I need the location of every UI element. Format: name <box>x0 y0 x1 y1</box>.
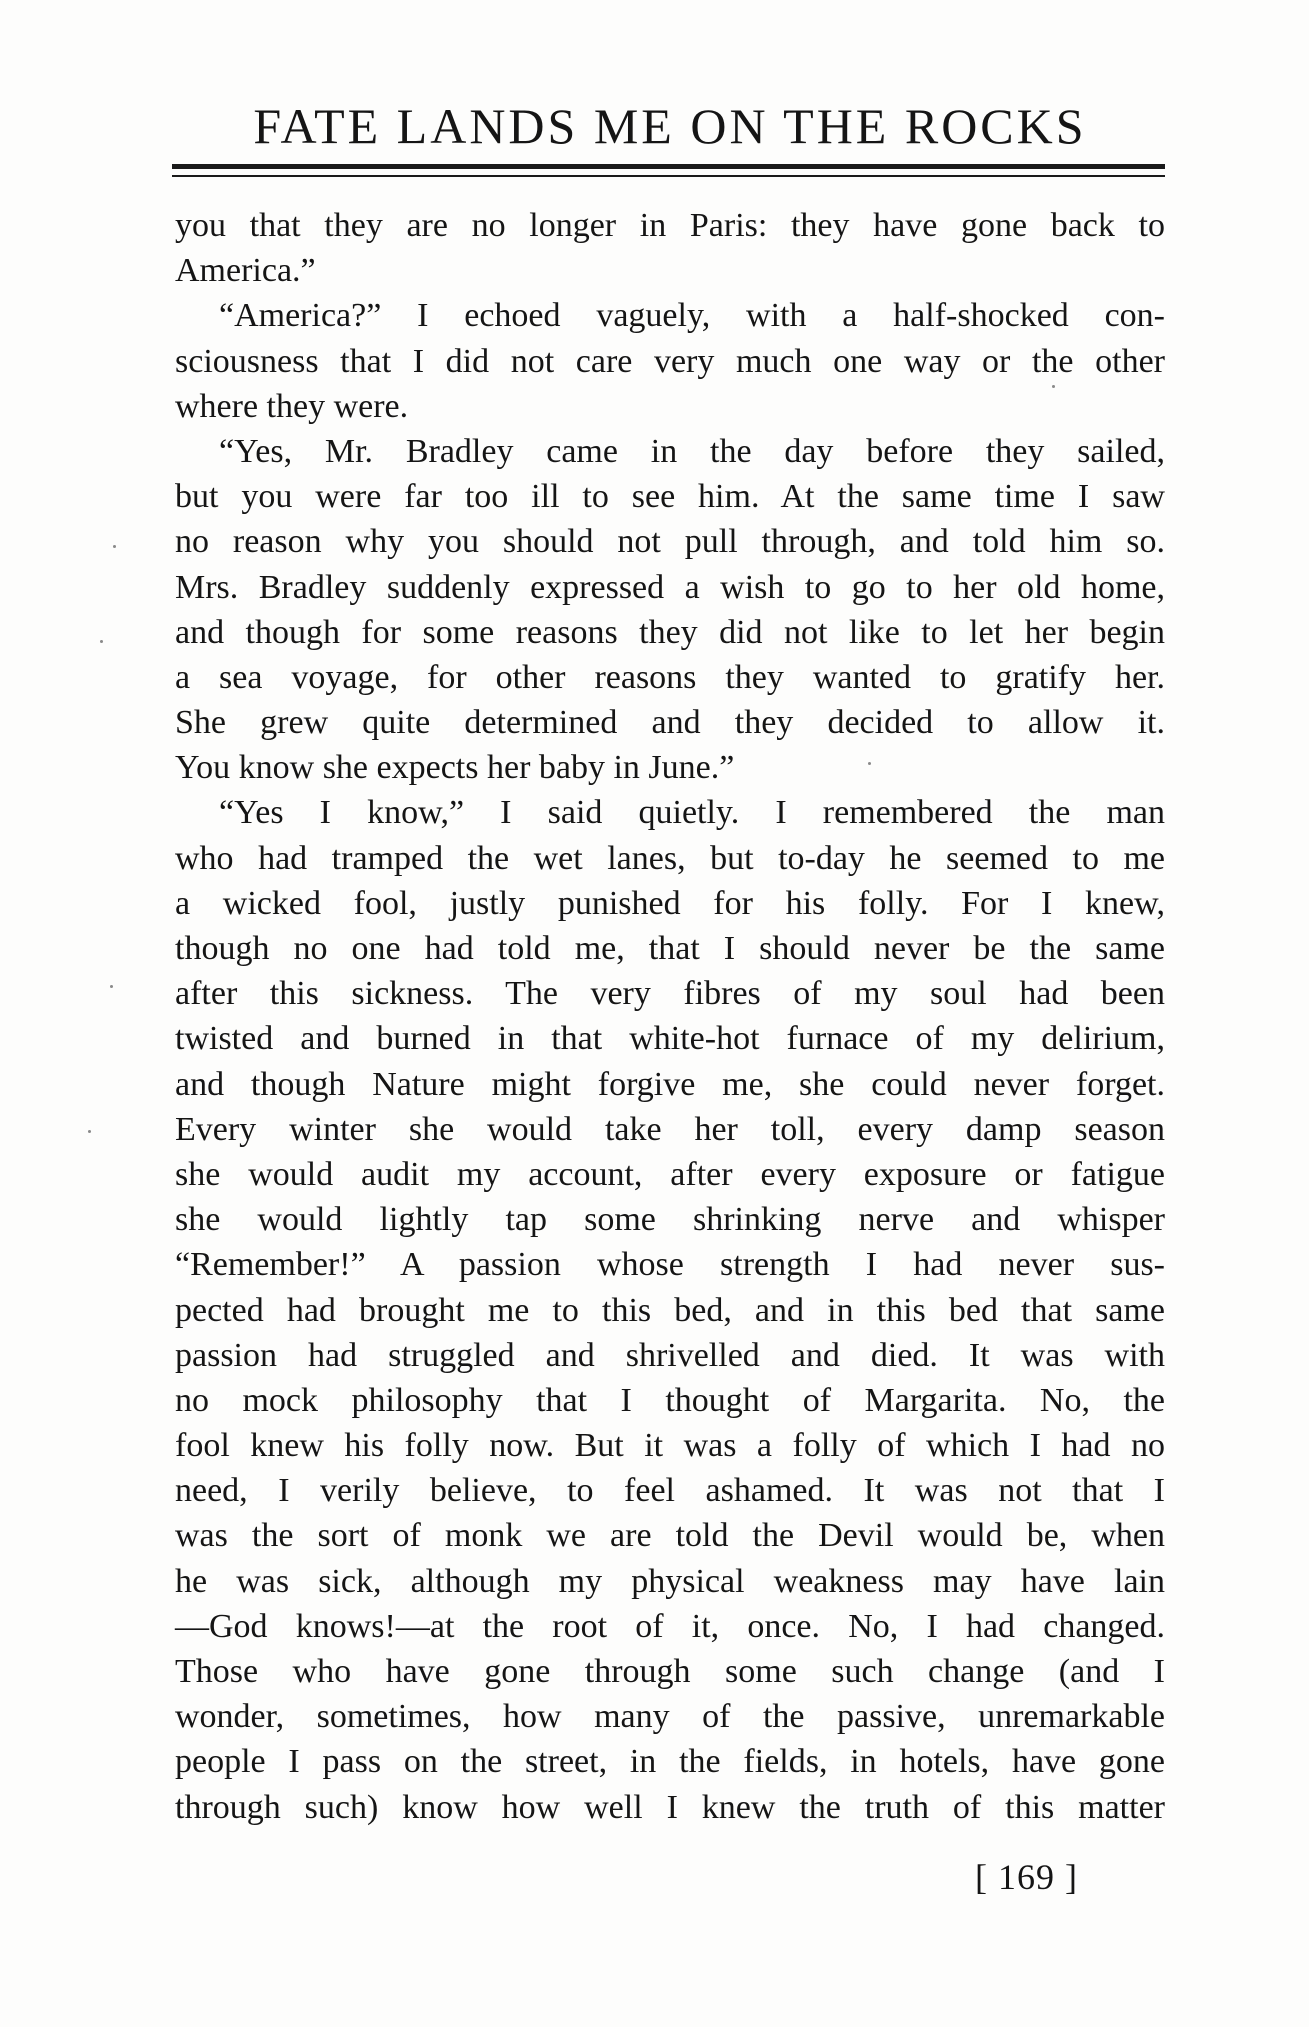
paper-speck <box>868 762 871 765</box>
header-rule-thin <box>172 175 1165 177</box>
text-line: Every winter she would take her toll, every damp season <box>175 1110 1165 1148</box>
text-line: passion had struggled and shrivelled and died. It was with <box>175 1336 1165 1374</box>
text-line: “America?” I echoed vaguely, with a half-shocked con- <box>219 297 1165 335</box>
text-line: “Yes I know,” I said quietly. I remembered the man <box>219 794 1165 832</box>
text-line: who had tramped the wet lanes, but to-day he seemed to me <box>175 839 1165 877</box>
text-line: pected had brought me to this bed, and in this bed that same <box>175 1291 1165 1329</box>
text-line: sciousness that I did not care very much one way or the other <box>175 342 1165 380</box>
body-text <box>175 203 1165 1830</box>
text-line: he was sick, although my physical weakness may have lain <box>175 1562 1165 1600</box>
paper-speck <box>1052 385 1055 388</box>
text-line: she would audit my account, after every exposure or fatigue <box>175 1155 1165 1193</box>
text-line: people I pass on the street, in the fields, in hotels, have gone <box>175 1743 1165 1781</box>
text-line: was the sort of monk we are told the Devil would be, when <box>175 1517 1165 1555</box>
text-line: —God knows!—at the root of it, once. No, I had changed. <box>175 1607 1165 1645</box>
header-rule-thick <box>172 164 1165 169</box>
paper-speck <box>100 640 103 643</box>
text-line: and though for some reasons they did not like to let her begin <box>175 613 1165 651</box>
text-line: and though Nature might forgive me, she could never forget. <box>175 1065 1165 1103</box>
running-head: FATE LANDS ME ON THE ROCKS <box>253 98 1087 154</box>
text-line: but you were far too ill to see him. At the same time I saw <box>175 478 1165 516</box>
page-number: [ 169 ] <box>975 1857 1078 1897</box>
text-line: need, I verily believe, to feel ashamed. It was not that I <box>175 1472 1165 1510</box>
paper-speck <box>110 985 113 988</box>
text-line: she would lightly tap some shrinking nerve and whisper <box>175 1201 1165 1239</box>
text-line: fool knew his folly now. But it was a folly of which I had no <box>175 1427 1165 1465</box>
text-line: no reason why you should not pull through, and told him so. <box>175 523 1165 561</box>
text-line: through such) know how well I knew the truth of this matter <box>175 1788 1165 1826</box>
text-line: where they were. <box>175 387 409 425</box>
text-line: a wicked fool, justly punished for his folly. For I knew, <box>175 884 1165 922</box>
text-line: She grew quite determined and they decided to allow it. <box>175 704 1165 742</box>
text-line: twisted and burned in that white-hot furnace of my delirium, <box>175 1020 1165 1058</box>
text-line: You know she expects her baby in June.” <box>175 749 735 787</box>
text-line: no mock philosophy that I thought of Margarita. No, the <box>175 1381 1165 1419</box>
paper-speck <box>88 1130 91 1133</box>
text-line: you that they are no longer in Paris: they have gone back to <box>175 207 1165 244</box>
text-line: Those who have gone through some such change (and I <box>175 1653 1165 1690</box>
text-line: a sea voyage, for other reasons they wanted to gratify her. <box>175 658 1165 696</box>
text-line: “Yes, Mr. Bradley came in the day before they sailed, <box>219 432 1165 470</box>
text-line: “Remember!” A passion whose strength I had never sus- <box>175 1246 1165 1284</box>
text-line: Mrs. Bradley suddenly expressed a wish to go to her old home, <box>175 568 1165 606</box>
text-line: wonder, sometimes, how many of the passive, unremarkable <box>175 1698 1165 1736</box>
text-line: though no one had told me, that I should never be the same <box>175 930 1165 967</box>
text-line: America.” <box>175 252 316 290</box>
text-line: after this sickness. The very fibres of my soul had been <box>175 975 1165 1013</box>
paper-speck <box>113 545 116 548</box>
